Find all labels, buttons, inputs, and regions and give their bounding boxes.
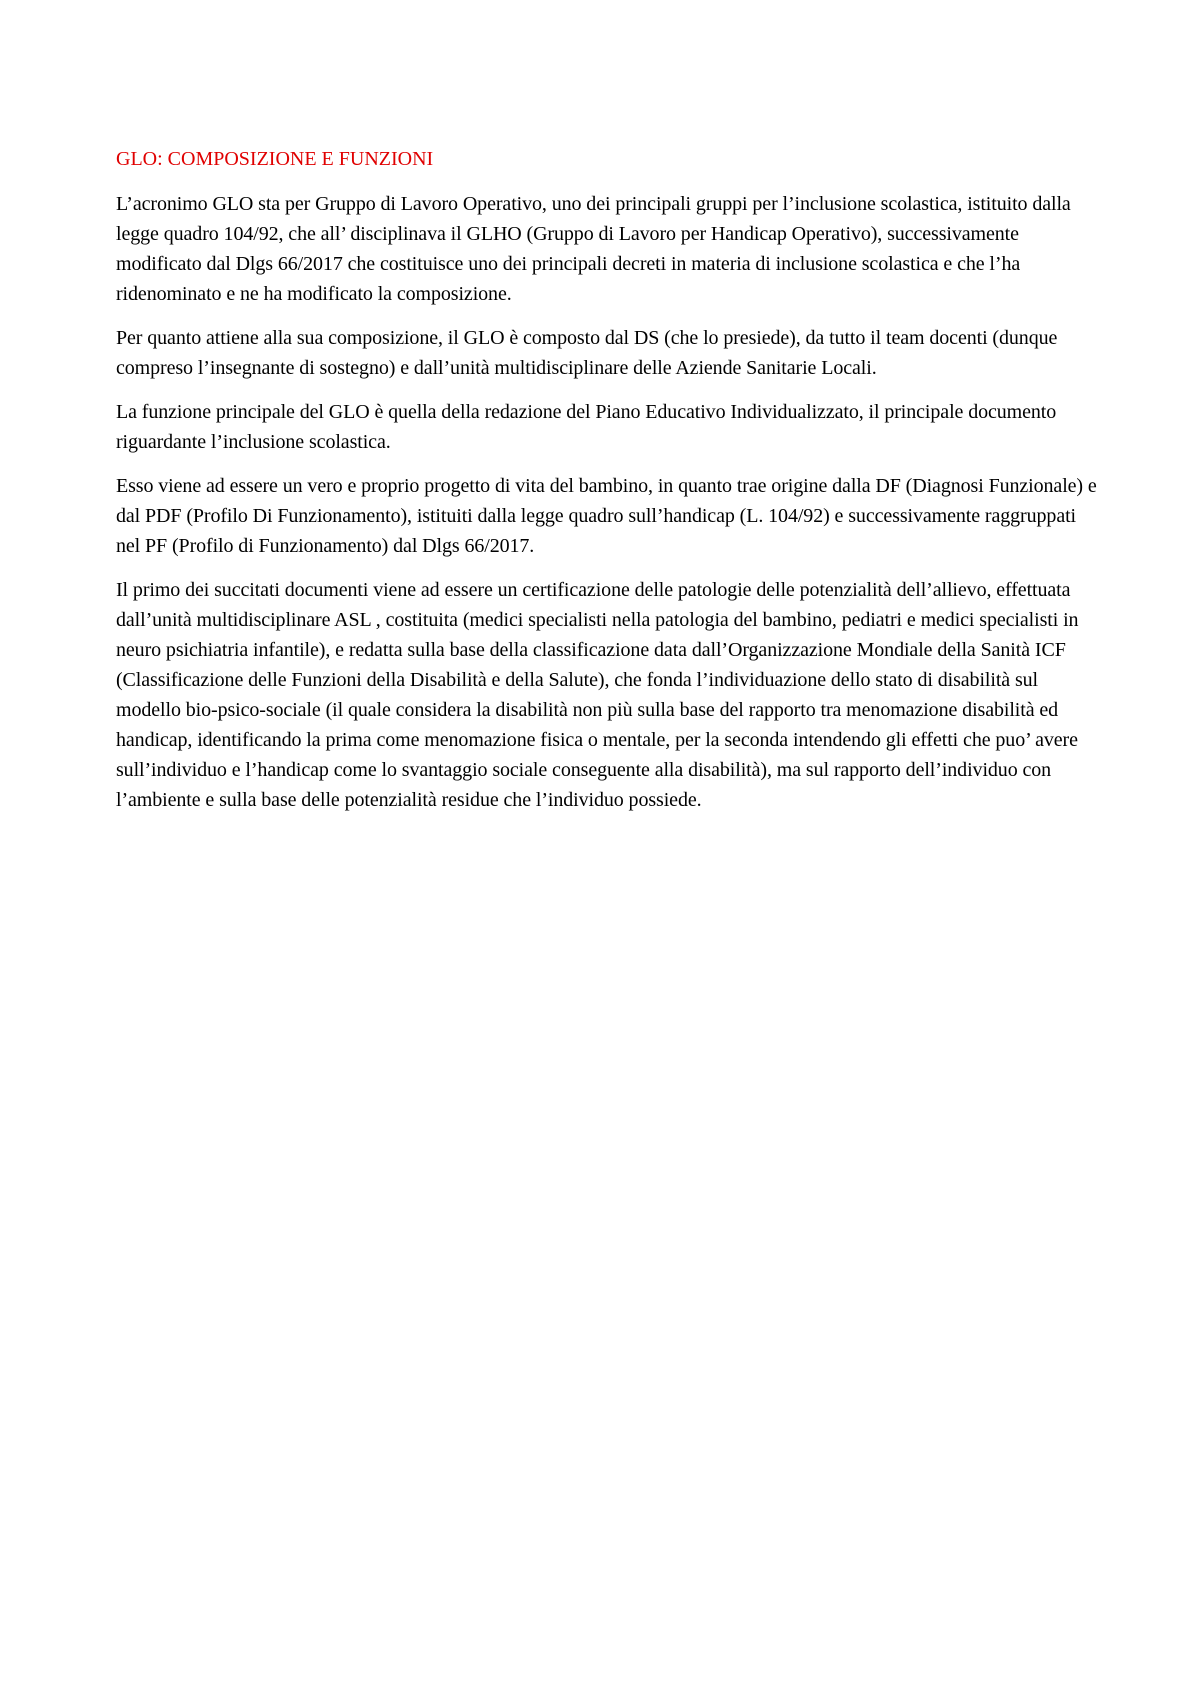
document-body xyxy=(116,145,1102,829)
paragraph-main-function: La funzione principale del GLO è quella della redazione del Piano Educativo Individualizzato, il principale documento riguardante l’inclusione scolastica. xyxy=(116,401,1057,453)
paragraph-certification: Il primo dei succitati documenti viene ad essere un certificazione delle patologie delle potenzialità dell’allievo, effettuata dall’unità multidisciplinare ASL , costituita (medici specialisti nella patologia del bambino, pediatri e medici specialisti in neuro psichiatria infantile), e redatta sulla base della classificazione data dall’Organizzazione Mondiale della Sanità ICF (Classificazione delle Funzioni della Disabilità e della Salute), che fonda l’individuazione dello stato di disabilità sul modello bio-psico-sociale (il quale considera la disabilità non più sulla base del rapporto tra menomazione disabilità ed handicap, identificando la prima come menomazione fisica o mentale, per la seconda intendendo gli effetti che puo’ avere sull’individuo e l’handicap come lo svantaggio sociale conseguente alla disabilità), ma sul rapporto dell’individuo con l’ambiente e sulla base delle potenzialità residue che l’individuo possiede. xyxy=(116,579,1079,811)
document-title: GLO: COMPOSIZIONE E FUNZIONI xyxy=(116,148,434,170)
paragraph-glo-definition: L’acronimo GLO sta per Gruppo di Lavoro Operativo, uno dei principali gruppi per l’inclusione scolastica, istituito dalla legge quadro 104/92, che all’ disciplinava il GLHO (Gruppo di Lavoro per Handicap Operativo), successivamente modificato dal Dlgs 66/2017 che costituisce uno dei principali decreti in materia di inclusione scolastica e che l’ha ridenominato e ne ha modificato la composizione. xyxy=(116,193,1071,305)
paragraph-composition: Per quanto attiene alla sua composizione, il GLO è composto dal DS (che lo presiede), da tutto il team docenti (dunque compreso l’insegnante di sostegno) e dall’unità multidisciplinare delle Aziende Sanitarie Locali. xyxy=(116,327,1058,379)
paragraph-life-project: Esso viene ad essere un vero e proprio progetto di vita del bambino, in quanto trae origine dalla DF (Diagnosi Funzionale) e dal PDF (Profilo Di Funzionamento), istituiti dalla legge quadro sull’handicap (L. 104/92) e successivamente raggruppati nel PF (Profilo di Funzionamento) dal Dlgs 66/2017. xyxy=(116,475,1097,557)
